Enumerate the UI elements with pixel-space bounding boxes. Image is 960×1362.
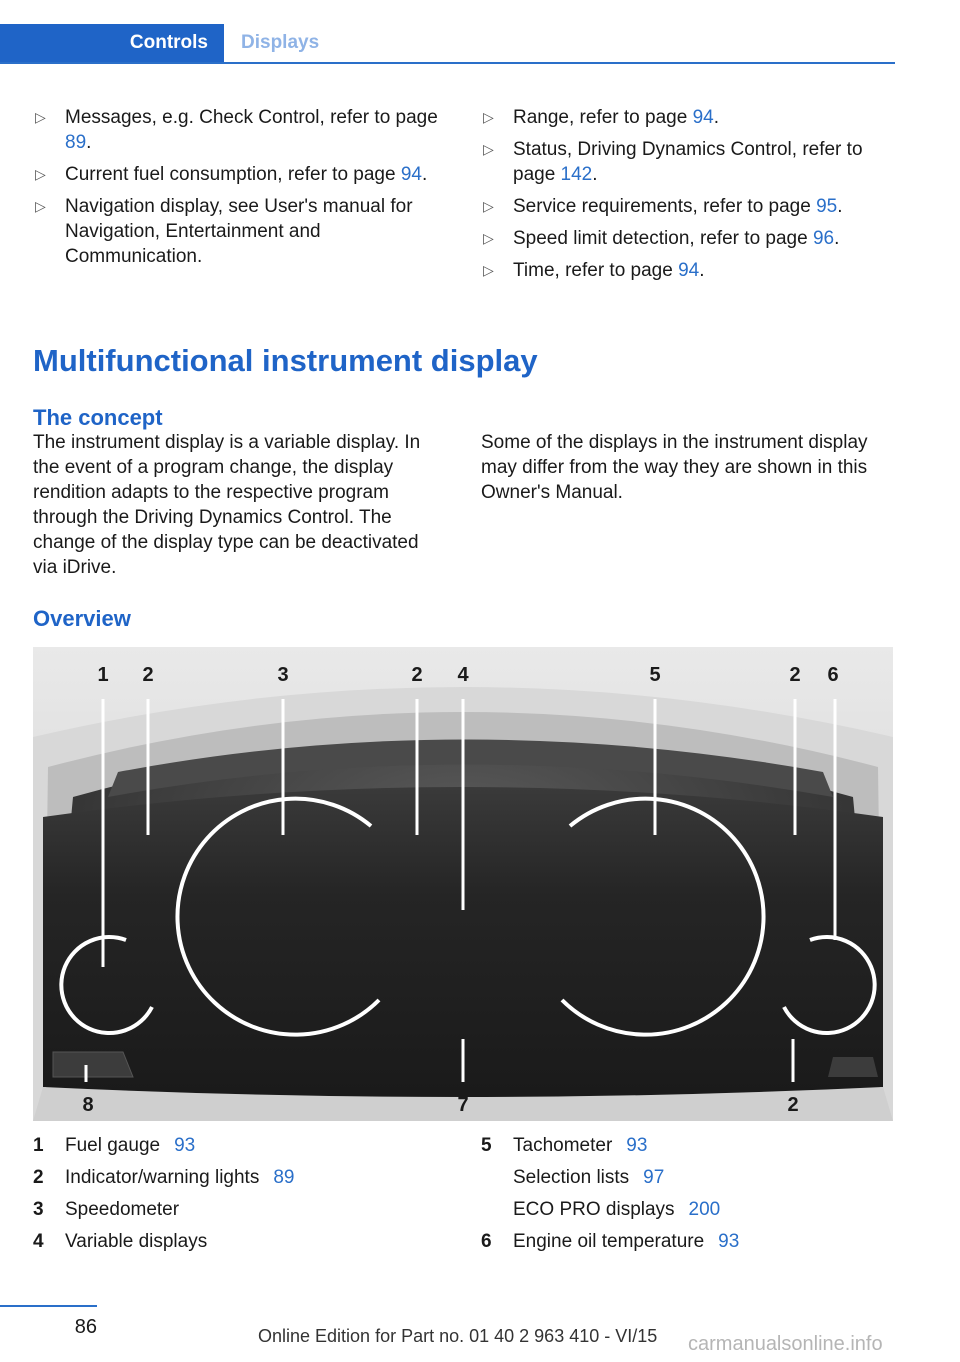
triangle-bullet-icon: ▷ — [35, 198, 46, 214]
list-item: ▷ Status, Driving Dynamics Control, refer to page 142. — [483, 139, 863, 185]
concept-paragraph-left: The instrument display is a variable display. In the event of a program change, the display rendition adapts to the respective program through the Driving Dynamics Control. The change of the display type can be deactivated via iDrive. — [33, 432, 421, 578]
list-item: ▷ Messages, e.g. Check Control, refer to page 89. — [35, 107, 438, 153]
legend-number: 3 — [33, 1199, 44, 1220]
legend-number: 4 — [33, 1231, 44, 1252]
legend-number: 5 — [481, 1135, 492, 1156]
triangle-bullet-icon: ▷ — [35, 109, 46, 125]
figure-label: 2 — [787, 1094, 799, 1116]
legend-item: 5 Tachometer 93 — [481, 1130, 901, 1162]
legend-item: 3 Speedometer — [33, 1194, 453, 1226]
figure-label: 2 — [142, 664, 154, 686]
legend-number: 6 — [481, 1231, 492, 1252]
section-title: Multifunctional instrument display — [33, 343, 538, 378]
edition-line: Online Edition for Part no. 01 40 2 963 410 - VI/15 — [258, 1326, 658, 1346]
triangle-bullet-icon: ▷ — [483, 141, 494, 157]
legend-left — [33, 1130, 453, 1258]
list-item: ▷ Service requirements, refer to page 95. — [483, 196, 843, 217]
list-item: ▷ Current fuel consumption, refer to page 94. — [35, 164, 428, 185]
figure-label: 8 — [82, 1094, 94, 1116]
figure-label: 2 — [789, 664, 801, 686]
legend-item: 4 Variable displays — [33, 1226, 453, 1258]
legend-item: 1 Fuel gauge 93 — [33, 1130, 453, 1162]
legend-right — [481, 1130, 901, 1258]
legend-item: 2 Indicator/warning lights 89 — [33, 1162, 453, 1194]
page-link[interactable]: 89 — [273, 1167, 295, 1188]
list-item: ▷ Speed limit detection, refer to page 96. — [483, 228, 840, 249]
figure-label: 3 — [277, 664, 289, 686]
tab-controls[interactable]: Controls — [0, 24, 224, 62]
legend-item: 6 Engine oil temperature 93 — [481, 1226, 901, 1258]
instrument-cluster-figure — [33, 647, 893, 1121]
page-link[interactable]: 94 — [678, 260, 700, 281]
triangle-bullet-icon: ▷ — [483, 198, 494, 214]
overview-heading: Overview — [33, 606, 131, 631]
figure-label: 5 — [649, 664, 661, 686]
bullet-list-left — [33, 105, 443, 276]
legend-number: 2 — [33, 1167, 44, 1188]
page-number: 86 — [74, 1316, 97, 1338]
page-link[interactable]: 89 — [65, 132, 87, 153]
list-item: ▷ Navigation display, see User's manual for Navigation, Entertainment and Communication. — [35, 196, 413, 267]
legend-number: 1 — [33, 1135, 44, 1156]
page-link[interactable]: 94 — [692, 107, 714, 128]
figure-label: 6 — [827, 664, 839, 686]
page-link[interactable]: 93 — [718, 1231, 740, 1252]
figure-label: 7 — [457, 1094, 469, 1116]
triangle-bullet-icon: ▷ — [483, 262, 494, 278]
legend-item: Selection lists 97 — [513, 1167, 665, 1188]
watermark: carmanualsonline.info — [688, 1333, 883, 1355]
page-link[interactable]: 93 — [174, 1135, 196, 1156]
page-link[interactable]: 93 — [626, 1135, 648, 1156]
list-item: ▷ Time, refer to page 94. — [483, 260, 705, 281]
legend-item: ECO PRO displays 200 — [513, 1199, 721, 1220]
figure-label: 2 — [411, 664, 423, 686]
bullet-list-right — [481, 105, 891, 290]
page-link[interactable]: 95 — [816, 196, 838, 217]
page-link[interactable]: 97 — [643, 1167, 665, 1188]
figure-label: 4 — [457, 664, 469, 686]
header-tabs — [0, 24, 895, 64]
page-link[interactable]: 96 — [812, 228, 835, 249]
footer-rule — [0, 1305, 97, 1307]
tab-displays[interactable]: Displays — [241, 32, 320, 53]
list-item: ▷ Range, refer to page 94. — [483, 107, 719, 128]
triangle-bullet-icon: ▷ — [483, 109, 494, 125]
page-link[interactable]: 94 — [400, 164, 422, 185]
concept-paragraph-right: Some of the displays in the instrument display may differ from the way they are shown in this Owner's Manual. — [481, 432, 868, 503]
page-link[interactable]: 142 — [560, 164, 593, 185]
figure-label: 1 — [97, 664, 109, 686]
concept-heading: The concept — [33, 405, 163, 430]
page-link[interactable]: 200 — [688, 1199, 721, 1220]
triangle-bullet-icon: ▷ — [483, 230, 494, 246]
instrument-cluster-illustration — [33, 647, 893, 1121]
triangle-bullet-icon: ▷ — [35, 166, 46, 182]
